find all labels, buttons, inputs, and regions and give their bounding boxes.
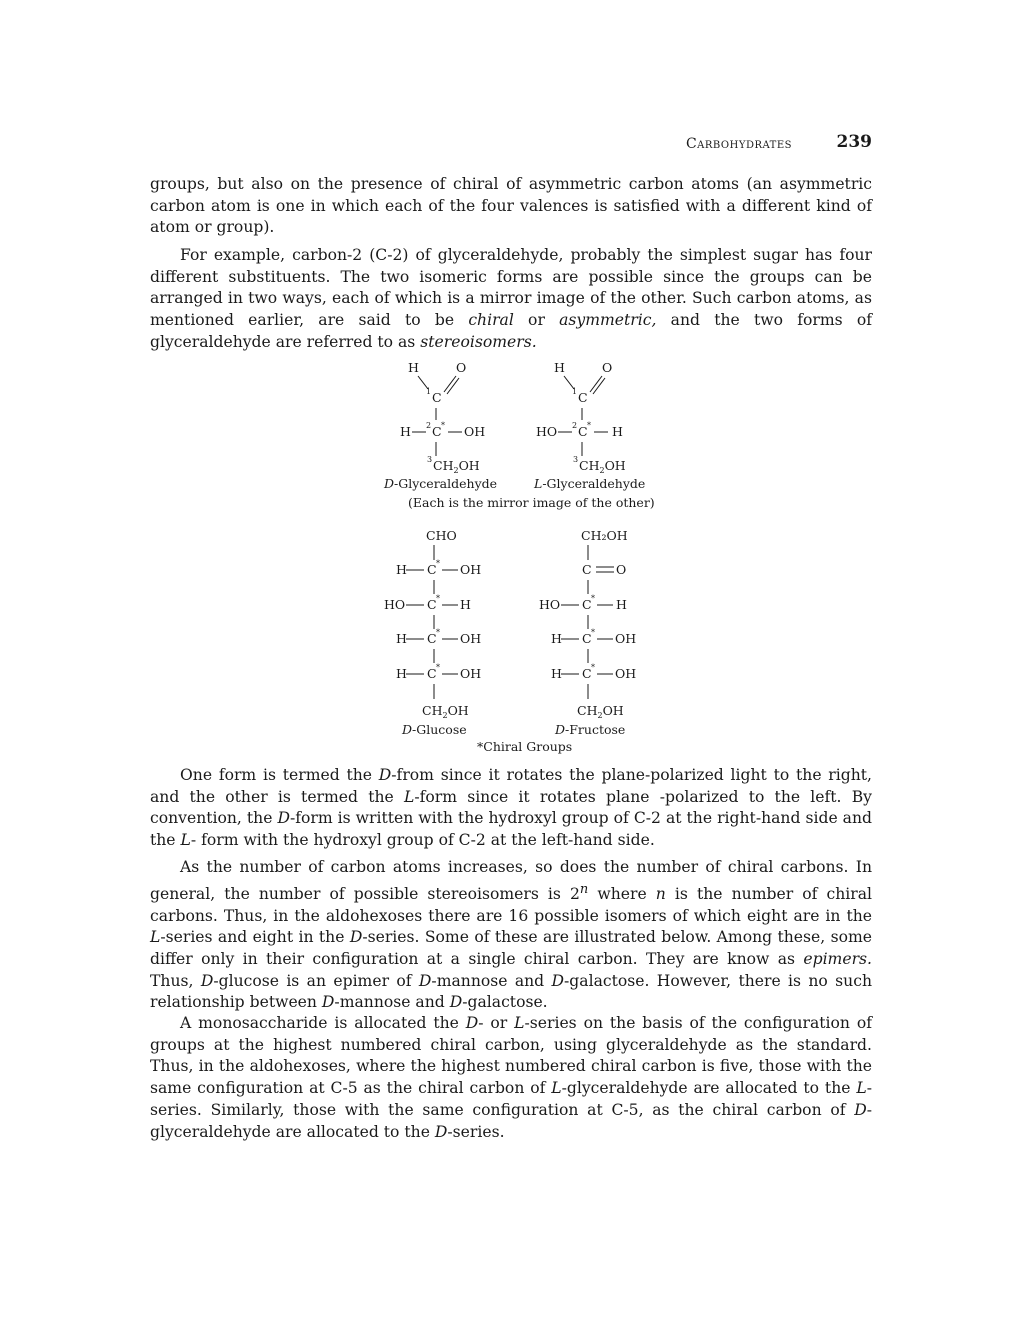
structures-diagram	[340, 356, 690, 760]
paragraph-3: One form is termed the D-from since it rotates the plane-polarized light to the right, and the other is termed the L-form since it rotates plane -polarized to the left. By convention, the D-form is written with the hydroxyl group of C-2 at the right-hand side and the L- form with the hydroxyl group of C-2 at the left-hand side.	[150, 766, 873, 850]
paragraph-5: A monosaccharide is allocated the D- or L-series on the basis of the configuration of groups at the highest numbered chiral carbon, using glyceraldehyde as the standard. Thus, in the aldohexoses, where the highest numbered chiral carbon is five, those with the same configuration at C-5 as the chiral carbon of L-glyceraldehyde are allocated to the L-series. Similarly, those with the same configuration at C-5, as the chiral carbon of D-glyceraldehyde are allocated to the D-series.	[150, 1014, 873, 1141]
group-ch2oh: $CH_2OH$	[577, 703, 624, 720]
chiral-star: *	[591, 628, 595, 637]
atom-h: H	[612, 424, 623, 439]
atom-h: H	[396, 666, 407, 681]
atom-h: H	[408, 360, 419, 375]
group-oh: OH	[460, 562, 482, 577]
atom-c: C	[427, 666, 437, 681]
atom-c: C	[582, 562, 592, 577]
chiral-star: *	[436, 663, 440, 672]
chiral-star: *	[436, 559, 440, 568]
atom-h: H	[551, 631, 562, 646]
group-ho: HO	[539, 597, 561, 612]
atom-c: C	[427, 562, 437, 577]
group-ch2oh: $CH_2OH$	[579, 458, 626, 475]
group-ch2oh: $CH_2OH$	[433, 458, 480, 475]
carbon-number: 3	[427, 455, 433, 464]
l-glyceraldehyde-label: L-Glyceraldehyde	[534, 476, 646, 491]
chiral-star: *	[587, 421, 591, 430]
l-glyceraldehyde-structure	[533, 360, 645, 491]
atom-h: H	[396, 562, 407, 577]
atom-h: H	[616, 597, 627, 612]
group-ho: HO	[536, 424, 558, 439]
group-ch2oh-top: CH₂OH	[581, 528, 628, 543]
d-glyceraldehyde-structure	[383, 360, 497, 491]
atom-c: C	[582, 666, 592, 681]
atom-c: C	[427, 631, 437, 646]
atom-o: O	[616, 562, 627, 577]
atom-o: O	[456, 360, 467, 375]
group-oh: OH	[615, 631, 637, 646]
group-ch2oh: $CH_2OH$	[422, 703, 469, 720]
group-ho: HO	[384, 597, 406, 612]
mirror-image-caption: (Each is the mirror image of the other)	[408, 495, 655, 510]
page-header	[150, 132, 872, 156]
group-cho: CHO	[426, 528, 457, 543]
d-fructose-structure	[539, 528, 636, 737]
carbon-number: 3	[573, 455, 579, 464]
atom-c: C	[582, 597, 592, 612]
d-fructose-label: D-Fructose	[555, 722, 626, 737]
running-title: Carbohydrates	[685, 136, 792, 152]
group-oh: OH	[615, 666, 637, 681]
d-glyceraldehyde-label: D-Glyceraldehyde	[384, 476, 498, 491]
atom-h: H	[551, 666, 562, 681]
group-oh: OH	[460, 631, 482, 646]
chiral-star: *	[591, 663, 595, 672]
carbon-number: 1	[426, 387, 432, 396]
atom-h: H	[396, 631, 407, 646]
atom-c: C	[432, 390, 442, 405]
d-glucose-label: D-Glucose	[402, 722, 467, 737]
chiral-star: *	[436, 594, 440, 603]
chiral-groups-note: *Chiral Groups	[477, 739, 573, 754]
page-number: 239	[836, 132, 872, 152]
carbon-number: 2	[426, 421, 432, 430]
atom-c: C	[578, 390, 588, 405]
atom-h: H	[554, 360, 565, 375]
carbon-number: 1	[572, 387, 578, 396]
atom-h: H	[460, 597, 471, 612]
chiral-star: *	[441, 421, 445, 430]
d-glucose-structure	[384, 528, 481, 737]
atom-c: C	[582, 631, 592, 646]
paragraph-2: For example, carbon-2 (C-2) of glyceraldehyde, probably the simplest sugar has four different substituents. The two isomeric forms are possible since the groups can be arranged in two ways, each of which is a mirror image of the other. Such carbon atoms, as mentioned earlier, are said to be chiral or asymmetric, and the two forms of glyceraldehyde are referred to as stereoisomers.	[150, 246, 872, 351]
paragraph-4: As the number of carbon atoms increases, so does the number of chiral carbons. In general, the number of possible stereoisomers is 2$^n$ where n is the number of chiral carbons. Thus, in the aldohexoses there are 16 possible isomers of which eight are in the L-series and eight in the D-series. Some of these are illustrated below. Among these, some differ only in their configuration at a single chiral carbon. They are know as epimers. Thus, D-glucose is an epimer of D-mannose and D-galactose. However, there is no such relationship between D-mannose and D-galactose.	[150, 858, 872, 1012]
atom-h: H	[400, 424, 411, 439]
atom-c: C	[432, 424, 442, 439]
chiral-star: *	[591, 594, 595, 603]
group-oh: OH	[464, 424, 486, 439]
paragraph-1: groups, but also on the presence of chiral of asymmetric carbon atoms (an asymmetric carbon atom is one in which each of the four valences is satisfied with a different kind of atom or group).	[150, 175, 872, 237]
group-oh: OH	[460, 666, 482, 681]
carbon-number: 2	[572, 421, 578, 430]
atom-c: C	[578, 424, 588, 439]
atom-o: O	[602, 360, 613, 375]
chiral-star: *	[436, 628, 440, 637]
structure-figure	[340, 356, 690, 760]
atom-c: C	[427, 597, 437, 612]
